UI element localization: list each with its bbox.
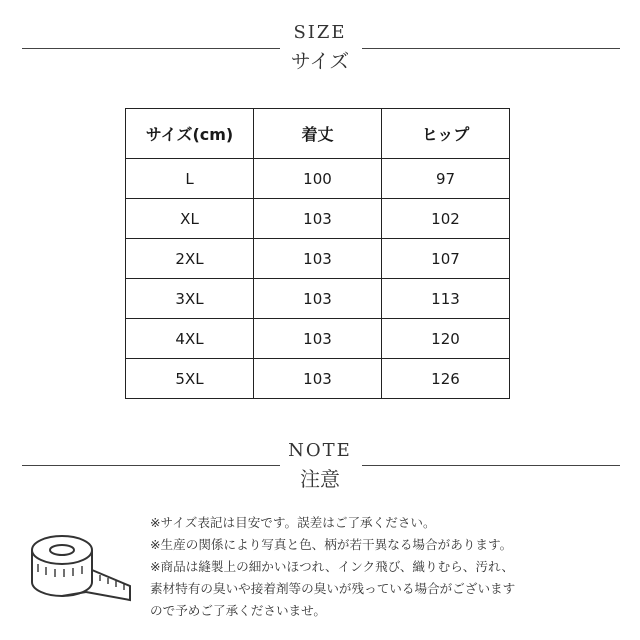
note-section-header	[0, 440, 640, 492]
header-size: サイズ(cm)	[126, 109, 254, 159]
cell-hip: 107	[382, 239, 510, 279]
table-row	[126, 239, 510, 279]
table-header-row	[126, 109, 510, 159]
cell-length: 103	[254, 359, 382, 399]
table-row	[126, 319, 510, 359]
cell-size: 5XL	[126, 359, 254, 399]
note-line: 素材特有の臭いや接着剤等の臭いが残っている場合がございます	[150, 581, 516, 596]
table-row	[126, 279, 510, 319]
header-length: 着丈	[254, 109, 382, 159]
note-rule-right	[362, 465, 620, 466]
header-hip: ヒップ	[382, 109, 510, 159]
note-line: ※商品は縫製上の細かいほつれ、インク飛び、織りむら、汚れ、	[150, 559, 514, 574]
table-row	[126, 159, 510, 199]
cell-size: 2XL	[126, 239, 254, 279]
cell-length: 103	[254, 199, 382, 239]
cell-length: 103	[254, 319, 382, 359]
note-line: ので予めご了承くださいませ。	[150, 603, 326, 618]
cell-hip: 102	[382, 199, 510, 239]
size-rule-right	[362, 48, 620, 49]
cell-length: 103	[254, 239, 382, 279]
cell-size: XL	[126, 199, 254, 239]
size-table	[125, 108, 510, 399]
note-line: ※生産の関係により写真と色、柄が若干異なる場合があります。	[150, 537, 513, 552]
note-title-jp: 注意	[300, 467, 340, 491]
note-rule-left	[22, 465, 280, 466]
cell-hip: 126	[382, 359, 510, 399]
cell-hip: 120	[382, 319, 510, 359]
cell-size: 3XL	[126, 279, 254, 319]
cell-length: 103	[254, 279, 382, 319]
size-title-jp: サイズ	[290, 49, 350, 73]
table-row	[126, 199, 510, 239]
table-row	[126, 359, 510, 399]
size-rule-left	[22, 48, 280, 49]
cell-hip: 97	[382, 159, 510, 199]
cell-size: 4XL	[126, 319, 254, 359]
cell-length: 100	[254, 159, 382, 199]
note-line: ※サイズ表記は目安です。誤差はご了承ください。	[150, 515, 436, 530]
note-title-en: NOTE	[288, 440, 352, 461]
cell-size: L	[126, 159, 254, 199]
size-title-en: SIZE	[293, 22, 347, 43]
notes-block	[150, 512, 630, 622]
cell-hip: 113	[382, 279, 510, 319]
measuring-tape-icon	[22, 520, 142, 610]
